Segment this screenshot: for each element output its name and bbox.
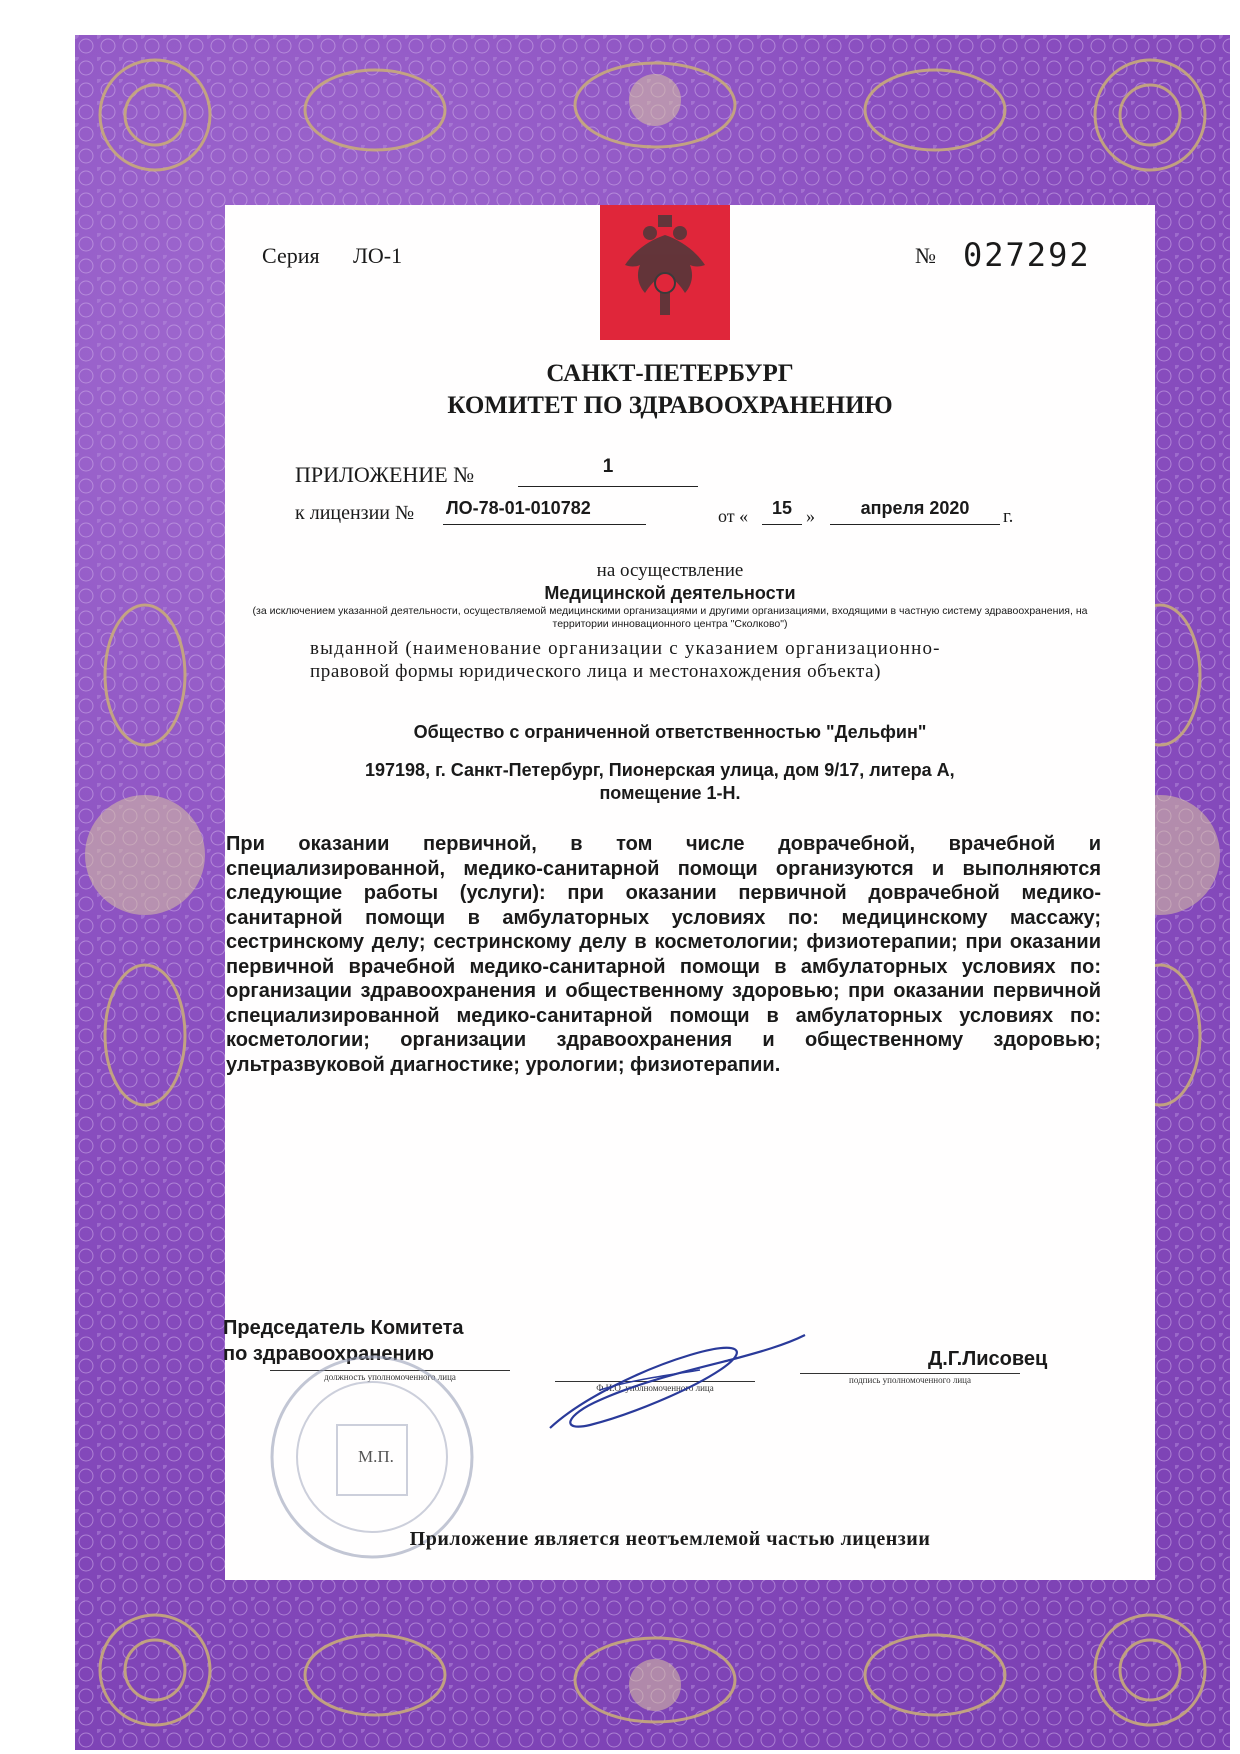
document-number: 027292 — [963, 236, 1091, 274]
license-label: к лицензии № — [295, 502, 415, 524]
signature-scribble-icon — [540, 1330, 810, 1440]
sign-caption: подпись уполномоченного лица — [800, 1373, 1020, 1385]
activity-intro: на осуществление — [596, 560, 744, 581]
license-number: ЛО-78-01-010782 — [443, 498, 646, 525]
handwritten-signature — [540, 1330, 810, 1440]
activity-note: (за исключением указанной деятельности, осуществляемой медицинскими организациями и другими организациями, входящими в частную систему здравоохранения, на территории инновационного центра "Сколково") — [252, 605, 1088, 630]
stamp-label: М.П. — [358, 1447, 394, 1466]
date-close: » — [806, 506, 815, 526]
city-heading: САНКТ-ПЕТЕРБУРГ — [546, 360, 794, 387]
date-from: от « — [718, 506, 749, 526]
organization-address-line-1: 197198, г. Санкт-Петербург, Пионерская улица, дом 9/17, литера А, — [365, 760, 955, 780]
position-line-1: Председатель Комитета — [223, 1317, 464, 1339]
footer-note: Приложение является неотъемлемой частью лицензии — [409, 1528, 931, 1550]
issued-line-2: правовой формы юридического лица и местонахождения объекта) — [310, 661, 882, 682]
issued-line-1: выданной (наименование организации с указанием организационно- — [310, 638, 941, 659]
activity-type: Медицинской деятельности — [544, 583, 796, 603]
appendix-number: 1 — [518, 456, 698, 487]
date-month-year: апреля 2020 — [830, 498, 1000, 525]
year-suffix: г. — [1003, 506, 1014, 527]
signer-name: Д.Г.Лисовец — [928, 1348, 1048, 1370]
double-headed-eagle-icon — [600, 205, 730, 340]
coat-of-arms-emblem — [600, 205, 730, 340]
position-caption: должность уполномоченного лица — [270, 1370, 510, 1382]
committee-heading: КОМИТЕТ ПО ЗДРАВООХРАНЕНИЮ — [447, 392, 893, 419]
appendix-label: ПРИЛОЖЕНИЕ № — [295, 462, 475, 487]
fio-caption: Ф.И.О. уполномоченного лица — [555, 1381, 755, 1393]
organization-address-line-2: помещение 1-Н. — [599, 783, 741, 803]
organization-name: Общество с ограниченной ответственностью "Дельфин" — [413, 722, 927, 742]
series-value: ЛО-1 — [353, 243, 403, 268]
number-sign: № — [915, 243, 936, 268]
date-day: 15 — [762, 498, 802, 525]
series-label: Серия — [262, 243, 320, 268]
services-text: При оказании первичной, в том числе доврачебной, врачебной и специализированной, медико-санитарной помощи организуются и выполняются следующие работы (услуги): при оказании первичной доврачебной медико-санитарной помощи в амбулаторных условиях по: медицинскому массажу; сестринскому делу; сестринскому делу в косметологии; физиотерапии; при оказании первичной врачебной медико-санитарной помощи в амбулаторных условиях по: организации здравоохранения и общественному здоровью; при оказании первичной специализированной медико-санитарной помощи в амбулаторных условиях по: косметологии; организации здравоохранения и общественному здоровью; ультразвуковой диагностике; урологии; физиотерапии. — [226, 833, 1101, 1076]
position-line-2: по здравоохранению — [223, 1343, 434, 1365]
